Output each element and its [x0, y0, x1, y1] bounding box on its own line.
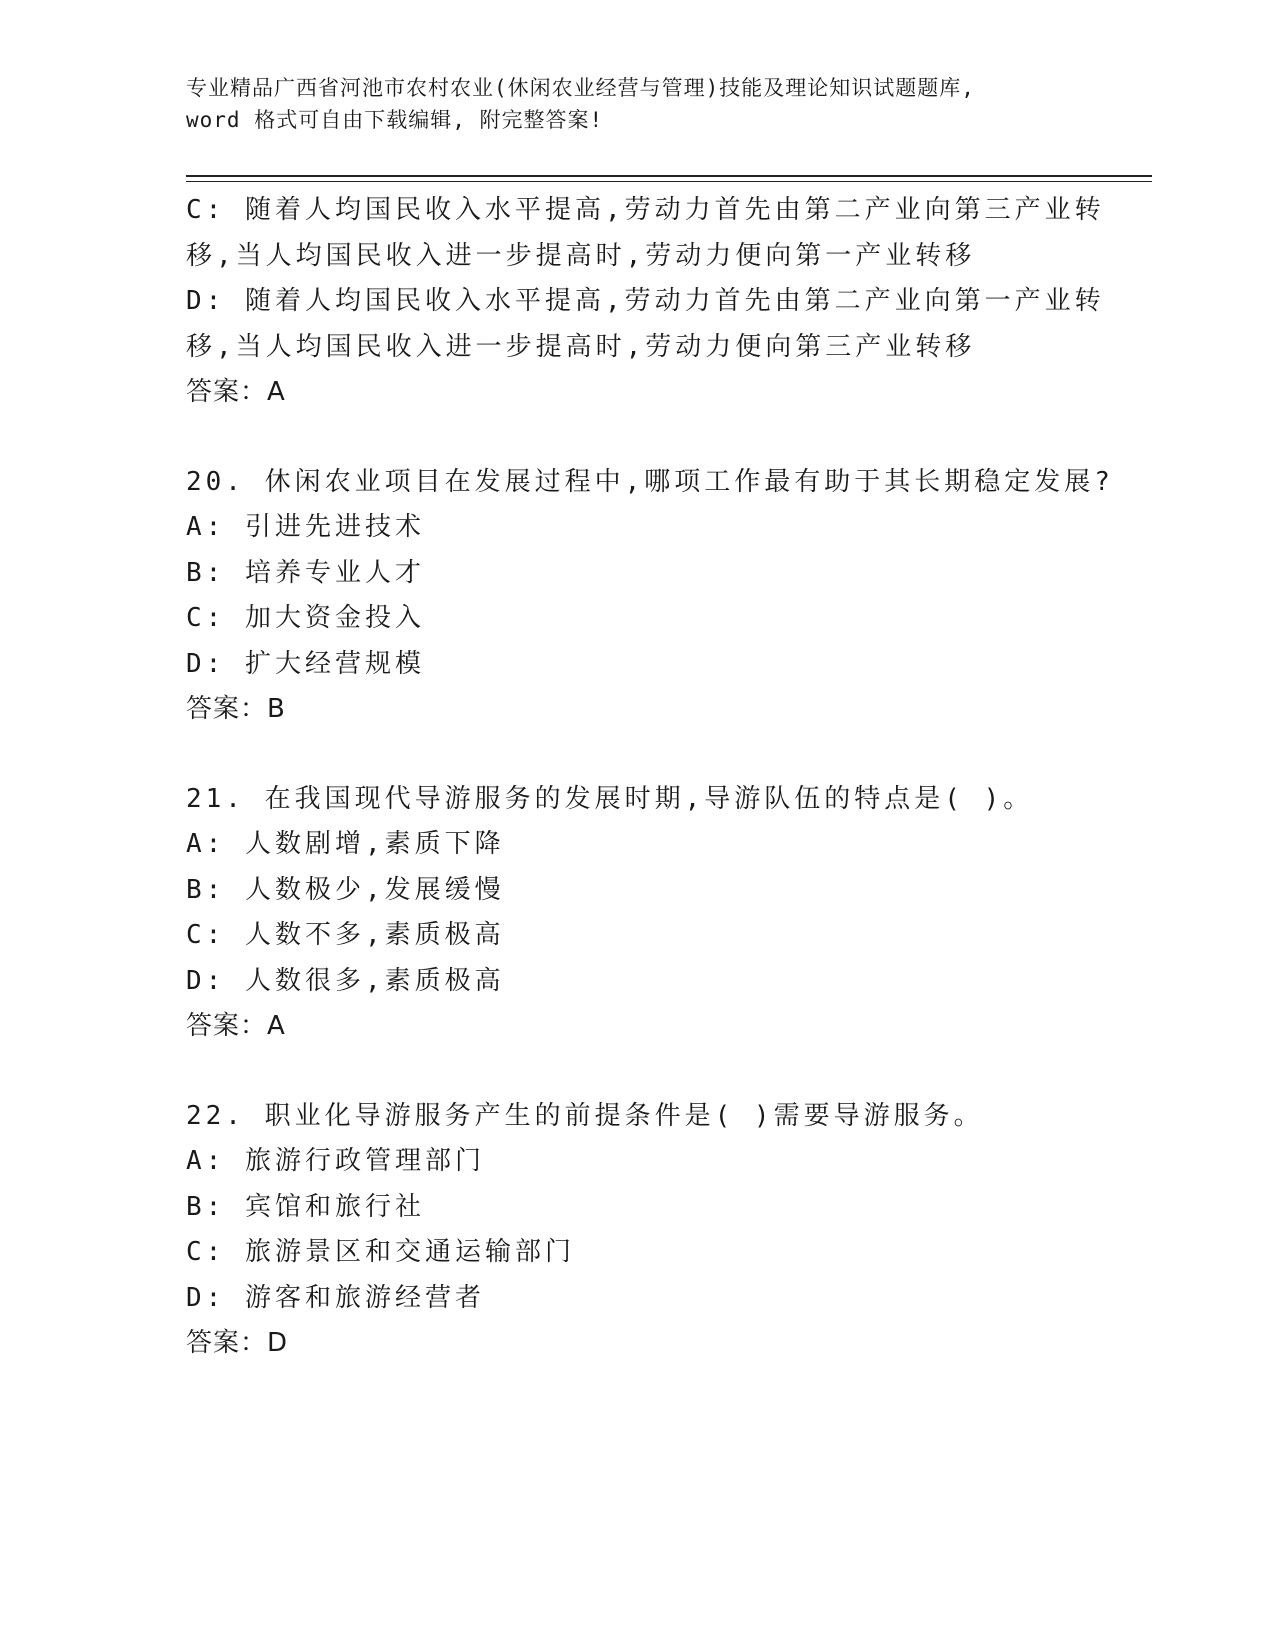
option-d: D: 人数很多,素质极高 — [186, 965, 505, 996]
question-22 — [186, 1094, 1086, 1367]
option-b: B: 培养专业人才 — [186, 557, 425, 588]
answer-label: 答案：A — [186, 377, 286, 407]
question-spacer — [186, 416, 1086, 460]
header-title-line1: 专业精品广西省河池市农村农业(休闲农业经营与管理)技能及理论知识试题题库, — [186, 76, 975, 100]
document-header — [186, 72, 1086, 136]
header-title-line2: word 格式可自由下载编辑, 附完整答案! — [186, 108, 604, 132]
question-19-continued — [186, 188, 1105, 416]
option-a: A: 人数剧增,素质下降 — [186, 829, 505, 859]
option-d: D: 扩大经营规模 — [186, 648, 425, 679]
option-c: C: 加大资金投入 — [186, 603, 425, 633]
question-20 — [186, 460, 1114, 733]
question-spacer — [186, 733, 1086, 777]
option-b: B: 人数极少,发展缓慢 — [186, 874, 505, 905]
header-divider-thin — [186, 181, 1152, 182]
question-spacer — [186, 1050, 1086, 1094]
answer-label: 答案：D — [186, 1328, 289, 1358]
option-c: C: 人数不多,素质极高 — [186, 920, 505, 950]
question-content — [186, 188, 1114, 1367]
option-a: A: 引进先进技术 — [186, 512, 425, 542]
question-21 — [186, 777, 1086, 1050]
option-c: C: 旅游景区和交通运输部门 — [186, 1237, 575, 1267]
option-c-line2: 移,当人均国民收入进一步提高时,劳动力便向第一产业转移 — [186, 240, 976, 271]
option-c-line1: C: 随着人均国民收入水平提高,劳动力首先由第二产业向第三产业转 — [186, 195, 1105, 225]
option-d: D: 游客和旅游经营者 — [186, 1282, 485, 1313]
answer-label: 答案：B — [186, 694, 286, 724]
question-stem: 22. 职业化导游服务产生的前提条件是( )需要导游服务。 — [186, 1100, 984, 1131]
option-d-line1: D: 随着人均国民收入水平提高,劳动力首先由第二产业向第一产业转 — [186, 286, 1105, 316]
option-a: A: 旅游行政管理部门 — [186, 1146, 485, 1176]
option-d-line2: 移,当人均国民收入进一步提高时,劳动力便向第三产业转移 — [186, 331, 976, 362]
option-b: B: 宾馆和旅行社 — [186, 1191, 425, 1222]
question-stem: 20. 休闲农业项目在发展过程中,哪项工作最有助于其长期稳定发展? — [186, 466, 1114, 497]
question-stem: 21. 在我国现代导游服务的发展时期,导游队伍的特点是( )。 — [186, 783, 1034, 814]
header-divider-thick — [186, 175, 1152, 177]
answer-label: 答案：A — [186, 1011, 286, 1041]
